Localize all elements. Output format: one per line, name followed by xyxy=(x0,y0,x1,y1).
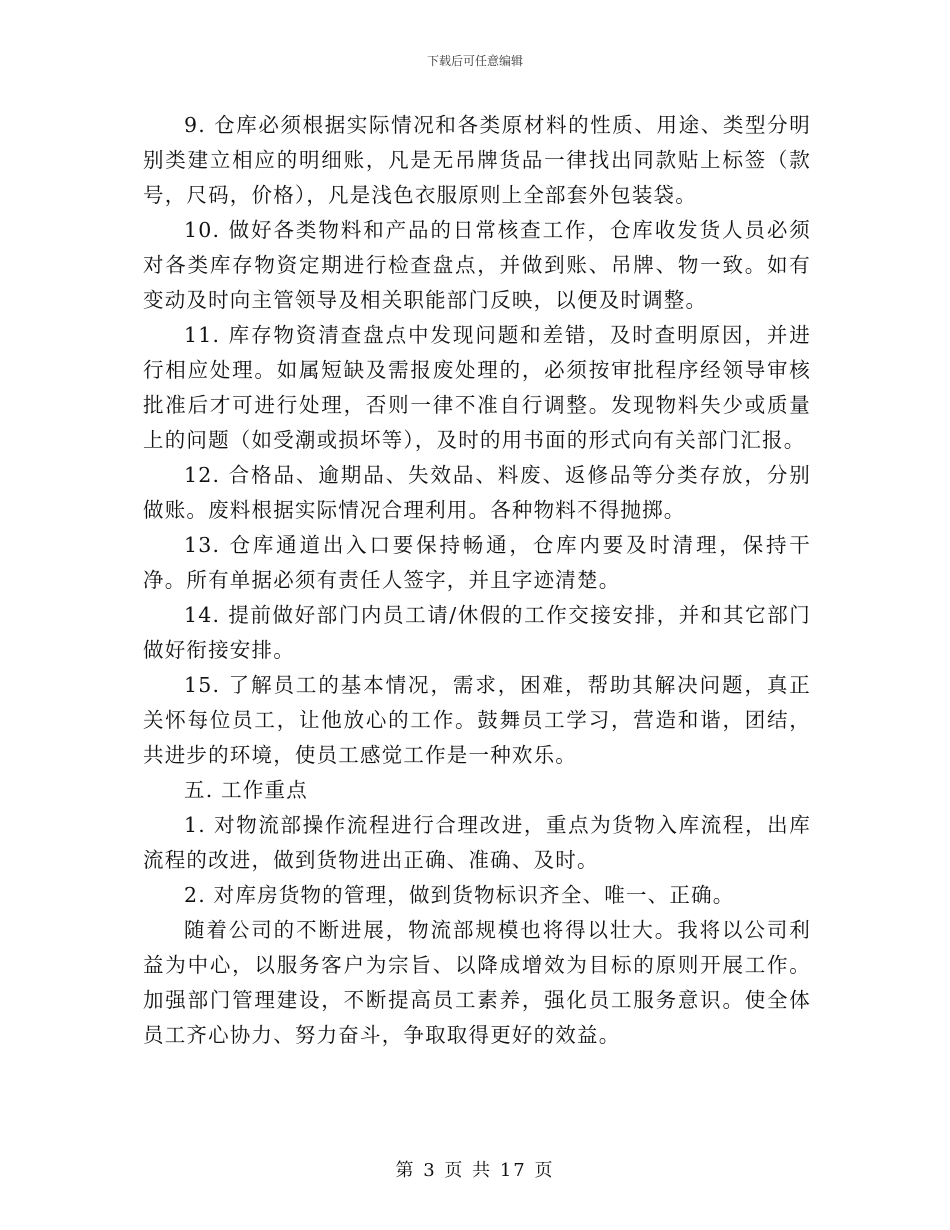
paragraph-item-11: 11. 库存物资清查盘点中发现问题和差错，及时查明原因，并进行相应处理。如属短缺及需报废处理的，必须按审批程序经领导审核批准后才可进行处理，否则一律不准自行调整。发现物料失少或质量上的问题（如受潮或损坏等），及时的用书面的形式向有关部门汇报。 xyxy=(143,323,811,452)
page-header-note: 下载后可任意编辑 xyxy=(426,54,523,68)
paragraph-item-13: 13. 仓库通道出入口要保持畅通，仓库内要及时清理，保持干净。所有单据必须有责任人签字，并且字迹清楚。 xyxy=(143,533,811,592)
paragraph-item-10: 10. 做好各类物料和产品的日常核查工作，仓库收发货人员必须对各类库存物资定期进行检查盘点，并做到账、吊牌、物一致。如有变动及时向主管领导及相关职能部门反映，以便及时调整。 xyxy=(143,218,811,312)
document-body xyxy=(143,108,811,1053)
paragraph-item-9: 9. 仓库必须根据实际情况和各类原材料的性质、用途、类型分明别类建立相应的明细账，凡是无吊牌货品一律找出同款贴上标签（款号，尺码，价格），凡是浅色衣服原则上全部套外包装袋。 xyxy=(143,113,811,207)
paragraph-item-14: 14. 提前做好部门内员工请/休假的工作交接安排，并和其它部门做好衔接安排。 xyxy=(143,603,811,662)
focus-item-1: 1. 对物流部操作流程进行合理改进，重点为货物入库流程，出库流程的改进，做到货物进出正确、准确、及时。 xyxy=(143,813,811,872)
section-heading: 五. 工作重点 xyxy=(184,778,308,802)
paragraph-item-12: 12. 合格品、逾期品、失效品、料废、返修品等分类存放，分别做账。废料根据实际情况合理利用。各种物料不得抛掷。 xyxy=(143,463,811,522)
paragraph-item-15: 15. 了解员工的基本情况，需求，困难，帮助其解决问题，真正关怀每位员工，让他放心的工作。鼓舞员工学习，营造和谐，团结，共进步的环境，使员工感觉工作是一种欢乐。 xyxy=(143,673,811,767)
closing-paragraph: 随着公司的不断进展，物流部规模也将得以壮大。我将以公司利益为中心，以服务客户为宗旨、以降成增效为目标的原则开展工作。加强部门管理建设，不断提高员工素养，强化员工服务意识。使全体员工齐心协力、努力奋斗，争取取得更好的效益。 xyxy=(143,918,811,1047)
focus-item-2: 2. 对库房货物的管理，做到货物标识齐全、唯一、正确。 xyxy=(184,883,735,907)
page-number-footer: 第 3 页 共 17 页 xyxy=(395,1160,555,1181)
